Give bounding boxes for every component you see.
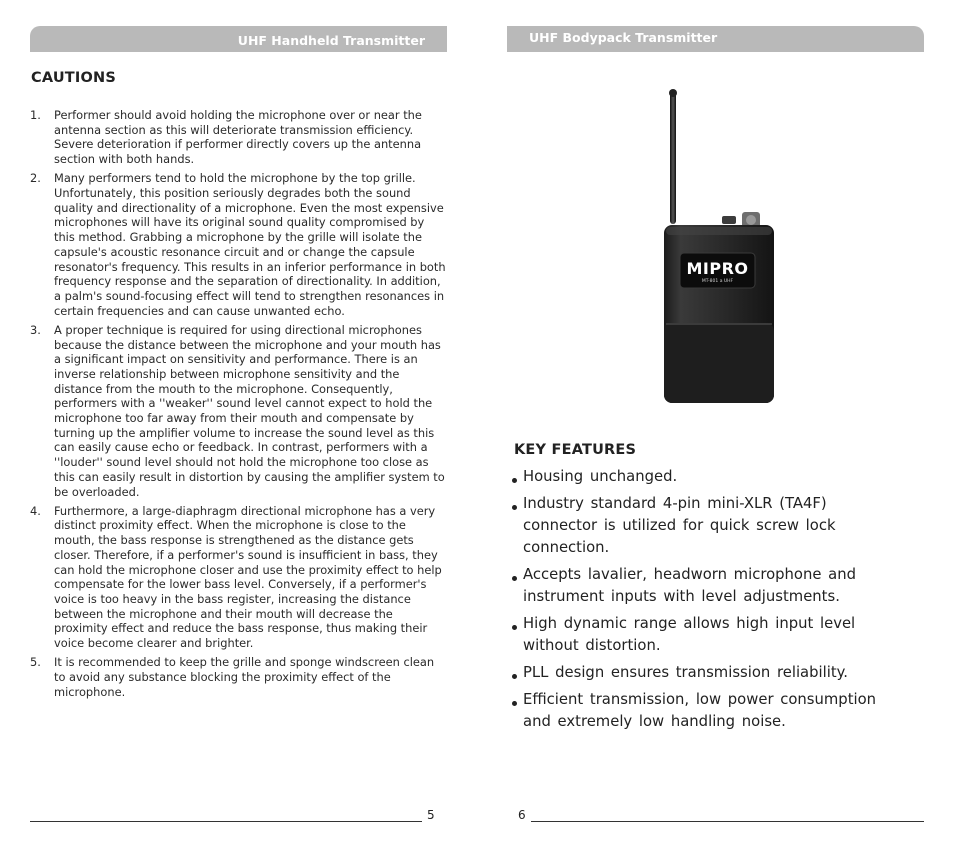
list-item-number: 3. [30, 322, 41, 337]
feature-text: Housing unchanged. [523, 468, 678, 485]
bullet-icon [512, 625, 517, 630]
antenna [670, 92, 676, 224]
page-number: 6 [518, 808, 526, 822]
list-item-number: 4. [30, 503, 41, 518]
feature-text: Efficient transmission, low power consumption and extremely low handling noise. [523, 691, 877, 730]
bullet-icon [512, 478, 517, 483]
list-item-number: 5. [30, 655, 41, 670]
left-page-header: UHF Handheld Transmitter [30, 26, 447, 52]
list-item-text: A proper technique is required for using directional microphones because the distance between the microphone and your mouth has a significant impact on sensitivity and performance. There is an inverse relationship between microphone sensitivity and the distance from the mouth to the microphone. Consequently, performers with a ''weaker'' sound level cannot expect to hold the microphone too far away from their mouth and compensate by turning up the amplifier volume to increase the sound level as this can easily cause echo or feedback. In contrast, performers with a ''louder'' sound level should not hold the microphone too close as this can easily result in distortion by causing the amplifier system to be overloaded. [54, 322, 445, 499]
list-item [30, 108, 448, 167]
device-model-label: MT-801 a UHF [701, 279, 734, 284]
list-item [512, 564, 887, 608]
list-item-text: It is recommended to keep the grille and sponge windscreen clean to avoid any substance blocking the proximity effect of the microphone. [54, 655, 435, 699]
features-list [512, 466, 887, 738]
cautions-title: CAUTIONS [31, 70, 116, 86]
list-item-text: Many performers tend to hold the microphone by the top grille. Unfortunately, this position seriously degrades both the sound quality and directionality of a microphone. Even the most expensive microphones will have its original sound quality compromised by this method. Grabbing a microphone by the grille will isolate the capsule's acoustic resonance circuit and or change the capsule resonator's frequency. This results in an inferior performance in both frequency response and the separation of directionality. In addition, a palm's sound-focusing effect will tend to strengthen resonances in certain frequencies and can cause unwanted echo. [54, 171, 446, 318]
bullet-icon [512, 505, 517, 510]
bullet-icon [512, 701, 517, 706]
device-logo: MIPRO [686, 259, 749, 278]
feature-text: PLL design ensures transmission reliability. [523, 664, 849, 681]
feature-text: Accepts lavalier, headworn microphone and instrument inputs with level adjustments. [523, 566, 856, 605]
footer-rule [30, 821, 422, 822]
list-item [512, 613, 887, 657]
list-item-text: Performer should avoid holding the microphone over or near the antenna section as this will deteriorate transmission efficiency. Severe deterioration if performer directly covers up the antenna section with both hands. [54, 108, 422, 167]
bullet-icon [512, 674, 517, 679]
bodypack-transmitter-image [662, 88, 777, 406]
list-item [512, 466, 887, 488]
footer-rule [531, 821, 924, 822]
right-page [477, 0, 954, 849]
list-item [30, 323, 448, 499]
list-item-number: 1. [30, 108, 41, 122]
list-item [512, 662, 887, 684]
right-page-header: UHF Bodypack Transmitter [507, 26, 924, 52]
list-item [512, 493, 887, 559]
bullet-icon [512, 576, 517, 581]
cautions-list [30, 108, 448, 704]
page-number: 5 [427, 808, 435, 822]
list-item [30, 655, 448, 699]
key-features-title: KEY FEATURES [514, 442, 637, 458]
list-item [512, 689, 887, 733]
list-item-text: Furthermore, a large-diaphragm directional microphone has a very distinct proximity effect. When the microphone is close to the mouth, the bass response is strengthened as the distance gets closer. Therefore, if a performer's sound is insufficient in bass, they can hold the microphone closer and use the proximity effect to help compensate for the lower bass level. Conversely, if a performer's voice is too heavy in the bass register, increasing the distance between the microphone and their mouth will decrease the proximity effect and reduce the bass response, thus making their voice become clearer and brighter. [54, 503, 442, 651]
feature-text: Industry standard 4-pin mini-XLR (TA4F) connector is utilized for quick screw lock connection. [523, 495, 836, 556]
list-item [30, 504, 448, 651]
feature-text: High dynamic range allows high input level without distortion. [523, 615, 856, 654]
list-item-number: 2. [30, 171, 41, 186]
list-item [30, 171, 448, 318]
